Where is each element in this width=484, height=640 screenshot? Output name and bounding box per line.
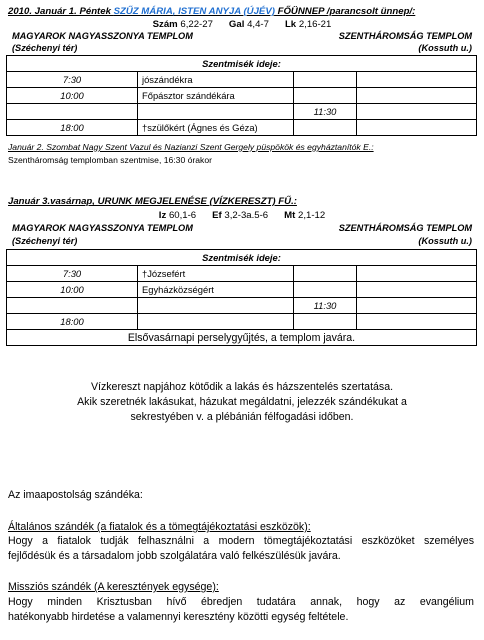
empty-cell (357, 298, 477, 314)
reading-ref: 2,1-12 (298, 210, 326, 221)
mass-intention (138, 104, 294, 120)
sec1-mass-table (6, 55, 477, 136)
church-left-name: MAGYAROK NAGYASSZONYA TEMPLOM (12, 31, 193, 41)
table-header-row (7, 250, 477, 266)
mass-time-right (294, 88, 357, 104)
church-right-name: SZENTHÁROMSÁG TEMPLOM (338, 31, 472, 41)
sec2-heading: Január 2. Szombat Nagy Szent Vazul és Nazianzi Szent Gergely püspökök és egyháztanítók E.: (8, 142, 374, 152)
empty-cell (357, 120, 477, 136)
mass-time-right (294, 120, 357, 136)
reading-book: Mt (284, 210, 296, 221)
mass-time: 7:30 (7, 266, 138, 282)
reading-ref: 6,22-27 (180, 19, 213, 30)
table-header: Szentmisék ideje: (7, 56, 477, 72)
reading-ref: 3,2-3a.5-6 (224, 210, 269, 221)
reading-book: Lk (284, 19, 297, 30)
mass-intention: †szülőkért (Ágnes és Géza) (138, 120, 294, 136)
reading-book: Szám (152, 19, 178, 30)
mass-intention (138, 298, 294, 314)
mass-time-right: 11:30 (294, 298, 357, 314)
table-row (7, 88, 477, 104)
table-row (7, 282, 477, 298)
table-row (7, 266, 477, 282)
announcement-line: sekrestyében v. a plébánián félfogadási időben. (130, 411, 354, 423)
mass-intention (138, 314, 294, 330)
empty-cell (357, 282, 477, 298)
reading-ref: 2,16-21 (298, 19, 332, 30)
general-intention-heading: Általános szándék (a fiatalok és a tömegtájékoztatási eszközök): (8, 521, 311, 533)
table-header-row (7, 56, 477, 72)
church-left-address: (Széchenyi tér) (12, 43, 78, 53)
mass-intention: jószándékra (138, 72, 294, 88)
empty-cell (357, 72, 477, 88)
sec1-feast-name: SZŰZ MÁRIA, ISTEN ANYJA (ÚJÉV) (113, 6, 275, 17)
table-header: Szentmisék ideje: (7, 250, 477, 266)
church-left-address: (Széchenyi tér) (12, 236, 78, 246)
mass-time: 7:30 (7, 72, 138, 88)
sec1-church-addresses (12, 43, 472, 54)
mass-time (7, 298, 138, 314)
mass-intention: Főpásztor szándékára (138, 88, 294, 104)
sec3-heading: Január 3.vasárnap, URUNK MEGJELENÉSE (VÍZKERESZT) FŰ.: (8, 196, 297, 207)
mass-time: 18:00 (7, 120, 138, 136)
empty-cell (357, 88, 477, 104)
church-right-address: (Kossuth u.) (418, 43, 472, 53)
mass-intention: †Józsefért (138, 266, 294, 282)
sec3-readings (0, 210, 484, 221)
mass-time: 18:00 (7, 314, 138, 330)
church-right-name: SZENTHÁROMSÁG TEMPLOM (338, 223, 472, 233)
sec1-readings (0, 19, 484, 30)
reading-book: Ef (212, 210, 222, 221)
reading-book: Gal (228, 19, 245, 30)
reading-book: Iz (158, 210, 167, 221)
mass-time-right (294, 72, 357, 88)
general-intention-line: Hogy a fiatalok tudják felhasználni a modern tömegtájékoztatási eszközöket személyes (8, 535, 474, 547)
announcement-line: Akik szeretnék lakásukat, házukat megáldatni, jelezzék szándékukat a (77, 396, 407, 408)
sec1-heading (8, 6, 476, 17)
sec1-feast-rank: FŐÜNNEP /parancsolt ünnep/: (274, 6, 416, 17)
sec2-text: Szentháromság templomban szentmise, 16:30 órakor (8, 155, 212, 165)
general-intention-text (8, 534, 474, 564)
mass-time-right (294, 266, 357, 282)
empty-cell (357, 266, 477, 282)
mission-intention-line: hatékonyabb hirdetése a valamennyi keresztény közötti egység feltétele. (8, 611, 349, 623)
collection-note: Elsővasárnapi perselygyűjtés, a templom javára. (7, 330, 477, 346)
mass-time (7, 104, 138, 120)
table-row (7, 120, 477, 136)
table-note-row (7, 330, 477, 346)
mass-time-right (294, 282, 357, 298)
mission-intention-line: Hogy minden Krisztusban hívő ébredjen tudatára annak, hogy az evangélium (8, 596, 474, 608)
mass-time-right: 11:30 (294, 104, 357, 120)
reading-ref: 60,1-6 (168, 210, 197, 221)
reading-ref: 4,4-7 (247, 19, 269, 30)
mass-time-right (294, 314, 357, 330)
mission-intention-heading: Missziós szándék (A keresztények egysége): (8, 581, 219, 593)
church-left-name: MAGYAROK NAGYASSZONYA TEMPLOM (12, 223, 193, 233)
sec3-church-addresses (12, 236, 472, 247)
general-intention-line: fejlődésük és a társadalom jobb szolgálatára való felkészülésük javára. (8, 550, 341, 562)
announcement-line: Vízkereszt napjához kötődik a lakás és házszentelés szertatása. (90, 381, 394, 393)
empty-cell (357, 104, 477, 120)
mass-time: 10:00 (7, 282, 138, 298)
mass-intention: Egyházközségért (138, 282, 294, 298)
sec1-date: 2010. Január 1. Péntek (8, 6, 114, 17)
church-right-address: (Kossuth u.) (418, 236, 472, 246)
table-row (7, 314, 477, 330)
table-row (7, 298, 477, 314)
mission-intention-text (8, 595, 474, 625)
sec1-churches (12, 31, 472, 42)
mass-time: 10:00 (7, 88, 138, 104)
house-blessing-announcement (0, 380, 484, 425)
table-row (7, 104, 477, 120)
empty-cell (357, 314, 477, 330)
sec3-churches (12, 223, 472, 234)
table-row (7, 72, 477, 88)
sec3-mass-table (6, 249, 477, 346)
prayer-title: Az imaapostolság szándéka: (8, 489, 143, 501)
